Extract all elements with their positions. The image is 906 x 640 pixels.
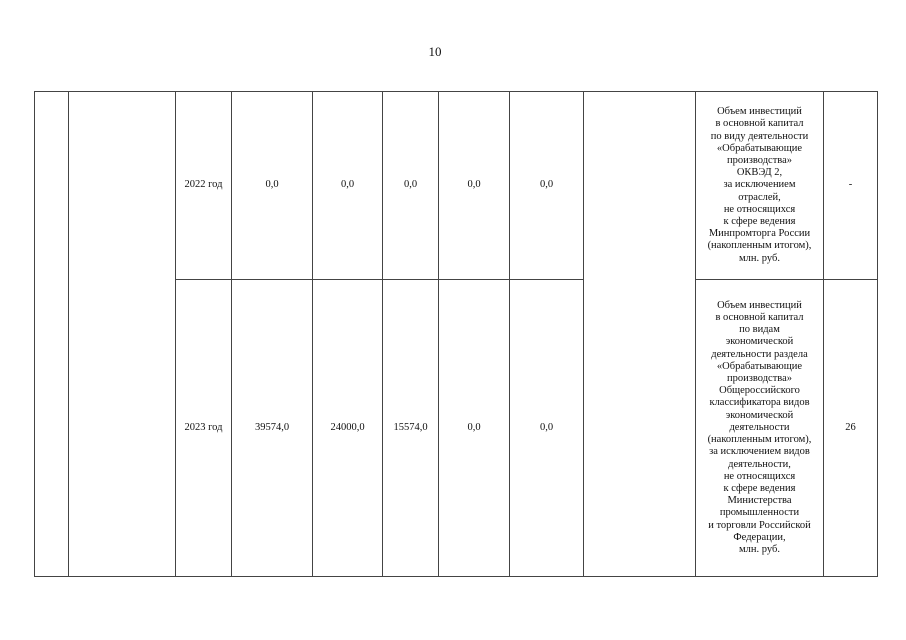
regional-budget-cell: 0,0 [383, 92, 439, 280]
indicator-cell: Объем инвестиций в основной капитал по видам экономической деятельности раздела «Обрабатывающие производства» Общероссийского классификатора видов экономической деятельности (накопленным итогом), за исключением видов деятельности, не относящихся к сфере ведения Министерства промышленности и торговли Российской Федерации, млн. руб. [696, 280, 824, 577]
data-table [34, 91, 878, 577]
page-number: 10 [428, 44, 442, 59]
local-budget-cell: 0,0 [439, 92, 510, 280]
year-cell: 2022 год [176, 92, 232, 280]
federal-budget-cell: 24000,0 [313, 280, 383, 577]
table-row [35, 92, 878, 280]
target-value-cell: 26 [824, 280, 878, 577]
target-value-cell: - [824, 92, 878, 280]
total-value-cell: 0,0 [232, 92, 313, 280]
executor-cell [584, 92, 696, 577]
year-cell: 2023 год [176, 280, 232, 577]
extrabudgetary-cell: 0,0 [510, 92, 584, 280]
federal-budget-cell: 0,0 [313, 92, 383, 280]
local-budget-cell: 0,0 [439, 280, 510, 577]
measure-name-cell [69, 92, 176, 577]
total-value-cell: 39574,0 [232, 280, 313, 577]
number-cell [35, 92, 69, 577]
regional-budget-cell: 15574,0 [383, 280, 439, 577]
extrabudgetary-cell: 0,0 [510, 280, 584, 577]
indicator-cell: Объем инвестиций в основной капитал по виду деятельности «Обрабатывающие производства» ОКВЭД 2, за исключением отраслей, не относящихся к сфере ведения Минпромторга России (накопленным итогом), млн. руб. [696, 92, 824, 280]
